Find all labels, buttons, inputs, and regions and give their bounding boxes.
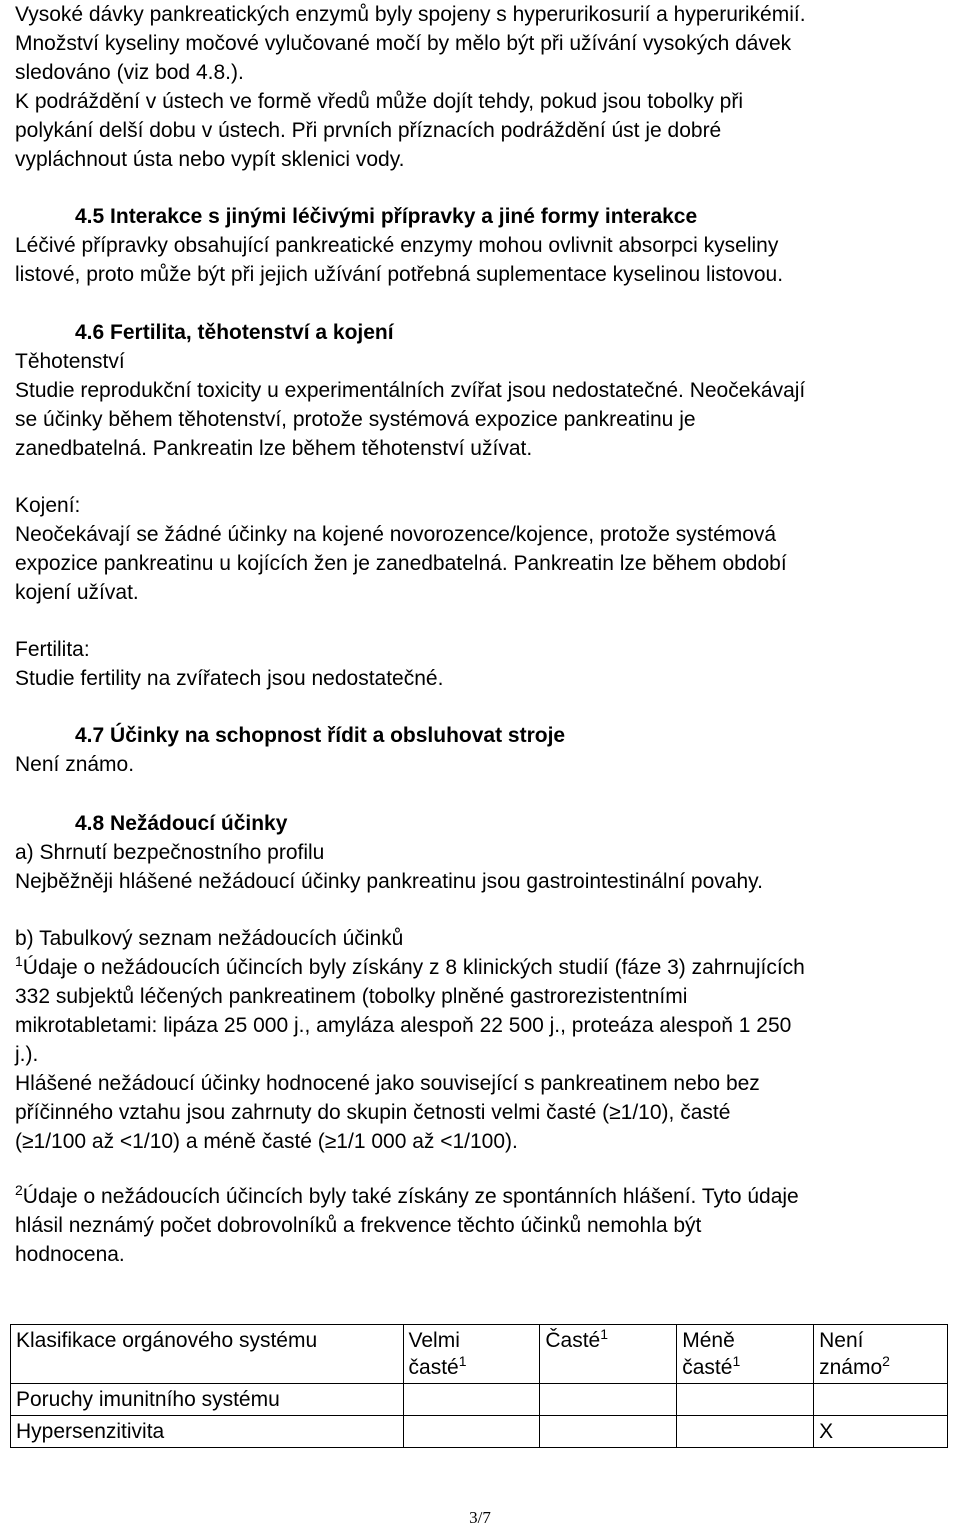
row-unknown: X: [814, 1416, 948, 1448]
row-very-common: [403, 1416, 540, 1448]
note-2-line: hodnocena.: [15, 1243, 125, 1266]
note-2-text: Údaje o nežádoucích účincích byly také získány ze spontánních hlášení. Tyto údaje: [22, 1185, 799, 1208]
row-uncommon: [677, 1384, 814, 1416]
note-2-line: hlásil neznámý počet dobrovolníků a frekvence těchto účinků nemohla být: [15, 1214, 702, 1237]
section-heading-4-7: 4.7 Účinky na schopnost řídit a obsluhovat stroje: [75, 724, 566, 747]
table-label: b) Tabulkový seznam nežádoucích účinků: [15, 927, 404, 950]
note-1-first-line: [15, 953, 805, 982]
row-uncommon: [677, 1416, 814, 1448]
breastfeeding-line: kojení užívat.: [15, 581, 139, 604]
section-4-6: [15, 318, 805, 463]
section-4-5-line: listové, proto může být při jejich užívání potřebná suplementace kyselinou listovou.: [15, 263, 784, 286]
intro-line: Vysoké dávky pankreatických enzymů byly spojeny s hyperurikosurií a hyperurikémií.: [15, 3, 806, 26]
header-organ-class: Klasifikace orgánového systému: [11, 1325, 404, 1384]
note-1-text: Údaje o nežádoucích účincích byly získány z 8 klinických studií (fáze 3) zahrnujících: [22, 956, 805, 979]
row-organ: Poruchy imunitního systému: [11, 1384, 404, 1416]
fertility-line: Studie fertility na zvířatech jsou nedostatečné.: [15, 667, 444, 690]
intro-paragraph: [15, 0, 806, 174]
section-heading-4-5: 4.5 Interakce s jinými léčivými přípravky a jiné formy interakce: [75, 205, 698, 228]
tabular-list-block: [15, 924, 805, 1156]
row-very-common: [403, 1384, 540, 1416]
section-4-7: [15, 721, 565, 779]
note-1-line: (≥1/100 až <1/10) a méně časté (≥1/1 000 až <1/100).: [15, 1130, 518, 1153]
intro-line: vypláchnout ústa nebo vypít sklenici vody.: [15, 148, 405, 171]
header-unknown: Není známo$^2$: [814, 1325, 948, 1384]
fertility-block: [15, 635, 443, 693]
section-4-8: [15, 809, 763, 896]
page-number: 3/7: [469, 1508, 491, 1527]
note-2-first-line: [15, 1182, 799, 1211]
summary-text: Nejběžněji hlášené nežádoucí účinky pankreatinu jsou gastrointestinální povahy.: [15, 870, 763, 893]
breastfeeding-label: Kojení:: [15, 494, 81, 517]
row-common: [540, 1416, 677, 1448]
intro-line: sledováno (viz bod 4.8.).: [15, 61, 244, 84]
section-4-5: [15, 202, 783, 289]
pregnancy-line: se účinky během těhotenství, protože systémová expozice pankreatinu je: [15, 408, 696, 431]
footnote-mark-1: 1: [15, 953, 23, 969]
pregnancy-label: Těhotenství: [15, 350, 125, 373]
row-organ: Hypersenzitivita: [11, 1416, 404, 1448]
fertility-label: Fertilita:: [15, 638, 90, 661]
table-header-row: [11, 1325, 948, 1384]
section-4-5-line: Léčivé přípravky obsahující pankreatické enzymy mohou ovlivnit absorpci kyseliny: [15, 234, 779, 257]
table-row: [11, 1384, 948, 1416]
row-common: [540, 1384, 677, 1416]
breastfeeding-block: [15, 491, 787, 607]
table-row: [11, 1416, 948, 1448]
header-common: Časté$^1$: [540, 1325, 677, 1384]
header-very-common: Velmi časté$^1$: [403, 1325, 540, 1384]
pregnancy-line: Studie reprodukční toxicity u experimentálních zvířat jsou nedostatečné. Neočekávají: [15, 379, 806, 402]
intro-line: polykání delší dobu v ústech. Při prvních příznacích podráždění úst je dobré: [15, 119, 722, 142]
note-1-line: j.).: [15, 1043, 39, 1066]
section-heading-4-6: 4.6 Fertilita, těhotenství a kojení: [75, 321, 394, 344]
row-unknown: [814, 1384, 948, 1416]
header-uncommon: Méně časté$^1$: [677, 1325, 814, 1384]
note-2-block: [15, 1182, 799, 1269]
pregnancy-line: zanedbatelná. Pankreatin lze během těhotenství užívat.: [15, 437, 533, 460]
note-1-line: Hlášené nežádoucí účinky hodnocené jako související s pankreatinem nebo bez: [15, 1072, 760, 1095]
breastfeeding-line: expozice pankreatinu u kojících žen je zanedbatelná. Pankreatin lze během období: [15, 552, 787, 575]
note-1-line: příčinného vztahu jsou zahrnuty do skupin četnosti velmi časté (≥1/10), časté: [15, 1101, 731, 1124]
breastfeeding-line: Neočekávají se žádné účinky na kojené novorozence/kojence, protože systémová: [15, 523, 777, 546]
intro-line: Množství kyseliny močové vylučované močí by mělo být při užívání vysokých dávek: [15, 32, 792, 55]
note-1-line: 332 subjektů léčených pankreatinem (tobolky plněné gastrorezistentními: [15, 985, 688, 1008]
section-heading-4-8: 4.8 Nežádoucí účinky: [75, 812, 288, 835]
intro-line: K podráždění v ústech ve formě vředů může dojít tehdy, pokud jsou tobolky při: [15, 90, 744, 113]
adverse-reactions-table: [10, 1324, 948, 1448]
note-1-line: mikrotabletami: lipáza 25 000 j., amyláza alespoň 22 500 j., proteáza alespoň 1 250: [15, 1014, 792, 1037]
summary-label: a) Shrnutí bezpečnostního profilu: [15, 841, 325, 864]
footnote-mark-2: 2: [15, 1182, 23, 1198]
section-4-7-text: Není známo.: [15, 753, 135, 776]
